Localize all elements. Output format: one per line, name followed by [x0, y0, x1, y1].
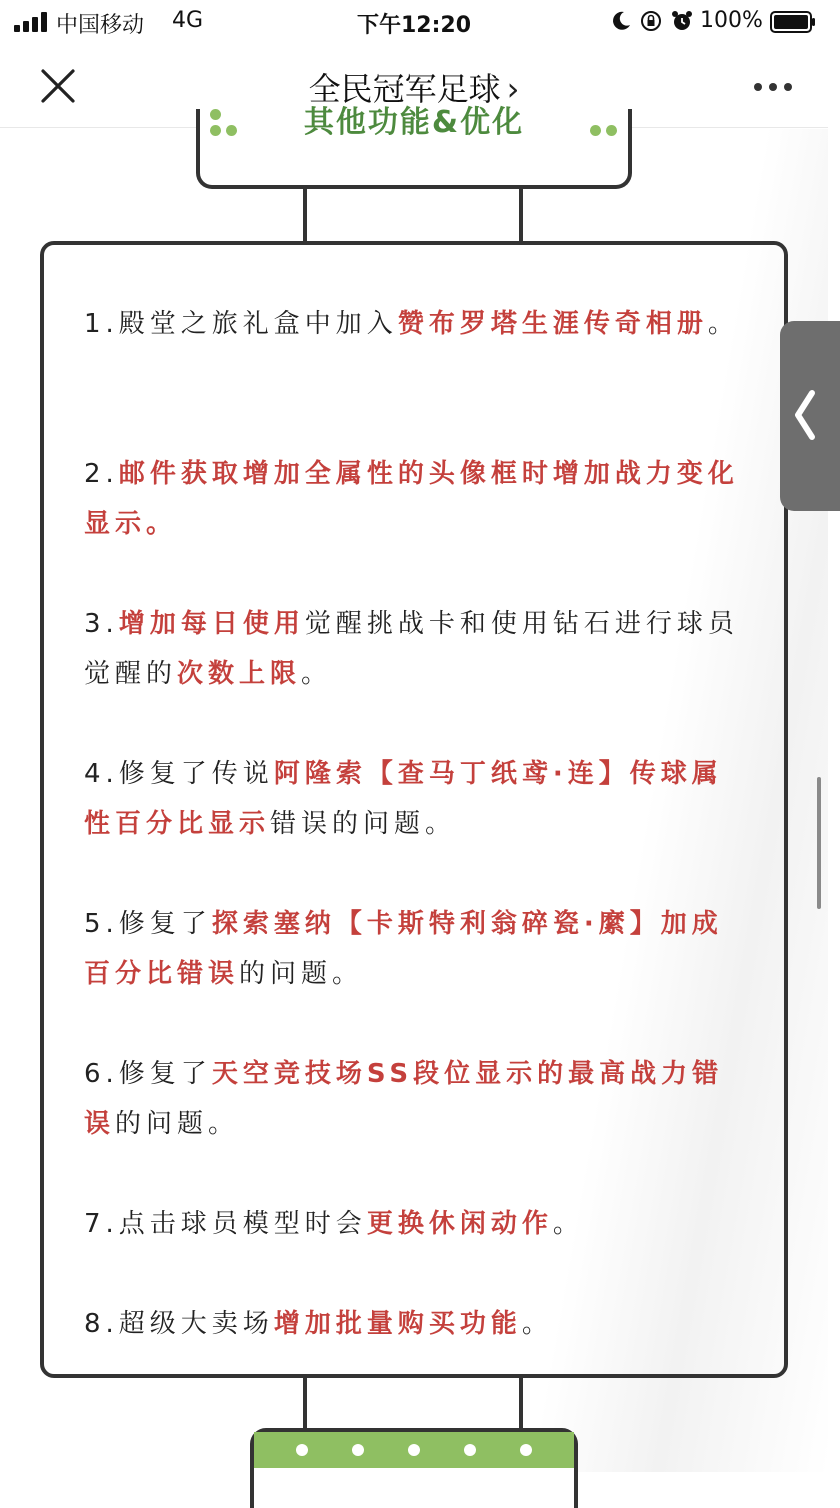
network-type: 4G [172, 8, 204, 33]
update-item [84, 599, 744, 699]
moon-icon [610, 10, 632, 32]
item-text: 错误的问题。 [270, 809, 457, 839]
battery-icon [770, 11, 816, 33]
section-header-card [196, 105, 632, 189]
decor-dot [210, 109, 221, 120]
section-title: 其他功能&优化 [303, 105, 525, 140]
highlighted-text: 次数上限 [177, 659, 302, 689]
rotation-lock-icon [640, 10, 662, 32]
highlighted-text: 赞布罗塔生涯传奇相册 [397, 309, 708, 339]
alarm-icon [670, 9, 694, 33]
item-text: 7.点击球员模型时会 [84, 1209, 367, 1239]
item-text: 6.修复了 [84, 1059, 212, 1089]
carrier-name: 中国移动 [56, 13, 145, 38]
item-text: 5.修复了 [84, 909, 212, 939]
decor-dot [226, 125, 237, 136]
decor-dot [210, 125, 221, 136]
item-text: 。 [521, 1309, 553, 1339]
update-item [84, 299, 744, 349]
highlighted-text: 探索塞纳【卡斯特利翁碎瓷·縻】加成百分比错误 [84, 909, 723, 989]
item-text: 3. [84, 609, 119, 639]
connector-line [303, 1376, 307, 1430]
next-section-card [250, 1428, 578, 1508]
decor-dot [520, 1444, 532, 1456]
chevron-left-icon [792, 389, 818, 441]
decor-dot [408, 1444, 420, 1456]
connector-line [303, 187, 307, 243]
highlighted-text: 更换休闲动作 [366, 1209, 553, 1239]
item-text: 的问题。 [239, 959, 364, 989]
update-item [84, 1299, 744, 1349]
decor-dot [606, 125, 617, 136]
highlighted-text: 邮件获取增加全属性的头像框时增加战力变化显示。 [84, 459, 739, 539]
decor-dot [590, 125, 601, 136]
highlighted-text: 阿隆索【查马丁纸鸢·连】传球属性百分比显示 [84, 759, 723, 839]
update-item [84, 449, 744, 549]
decor-dot [352, 1444, 364, 1456]
status-bar [0, 0, 828, 44]
content-area[interactable] [0, 105, 828, 1472]
chevron-right-icon: › [506, 70, 520, 108]
item-text: 1.殿堂之旅礼盒中加入 [84, 309, 398, 339]
item-text: 。 [301, 659, 333, 689]
battery-percent: 100% [700, 8, 763, 33]
item-text: 2. [84, 459, 119, 489]
update-item [84, 749, 744, 849]
update-item [84, 1049, 744, 1149]
highlighted-text: 增加每日使用 [118, 609, 305, 639]
item-text: 。 [552, 1209, 584, 1239]
connector-line [519, 187, 523, 243]
connector-line [519, 1376, 523, 1430]
update-item [84, 899, 744, 999]
page-title: 全民冠军足球 [308, 70, 501, 108]
item-text: 觉醒挑战卡和使用钻石进行球员觉醒的 [84, 609, 739, 689]
side-drawer-tab[interactable] [780, 321, 840, 511]
highlighted-text: 天空竞技场SS段位显示的最高战力错误 [84, 1059, 724, 1139]
item-text: 4.修复了传说 [84, 759, 274, 789]
decor-dot [296, 1444, 308, 1456]
update-item [84, 1199, 744, 1249]
highlighted-text: 增加批量购买功能 [273, 1309, 522, 1339]
more-icon[interactable] [748, 66, 798, 106]
decor-dot [464, 1444, 476, 1456]
item-text: 的问题。 [115, 1109, 240, 1139]
item-text: 。 [707, 309, 739, 339]
item-text: 8.超级大卖场 [84, 1309, 274, 1339]
status-time: 下午12:20 [356, 13, 472, 38]
scrollbar-thumb[interactable] [817, 777, 821, 909]
